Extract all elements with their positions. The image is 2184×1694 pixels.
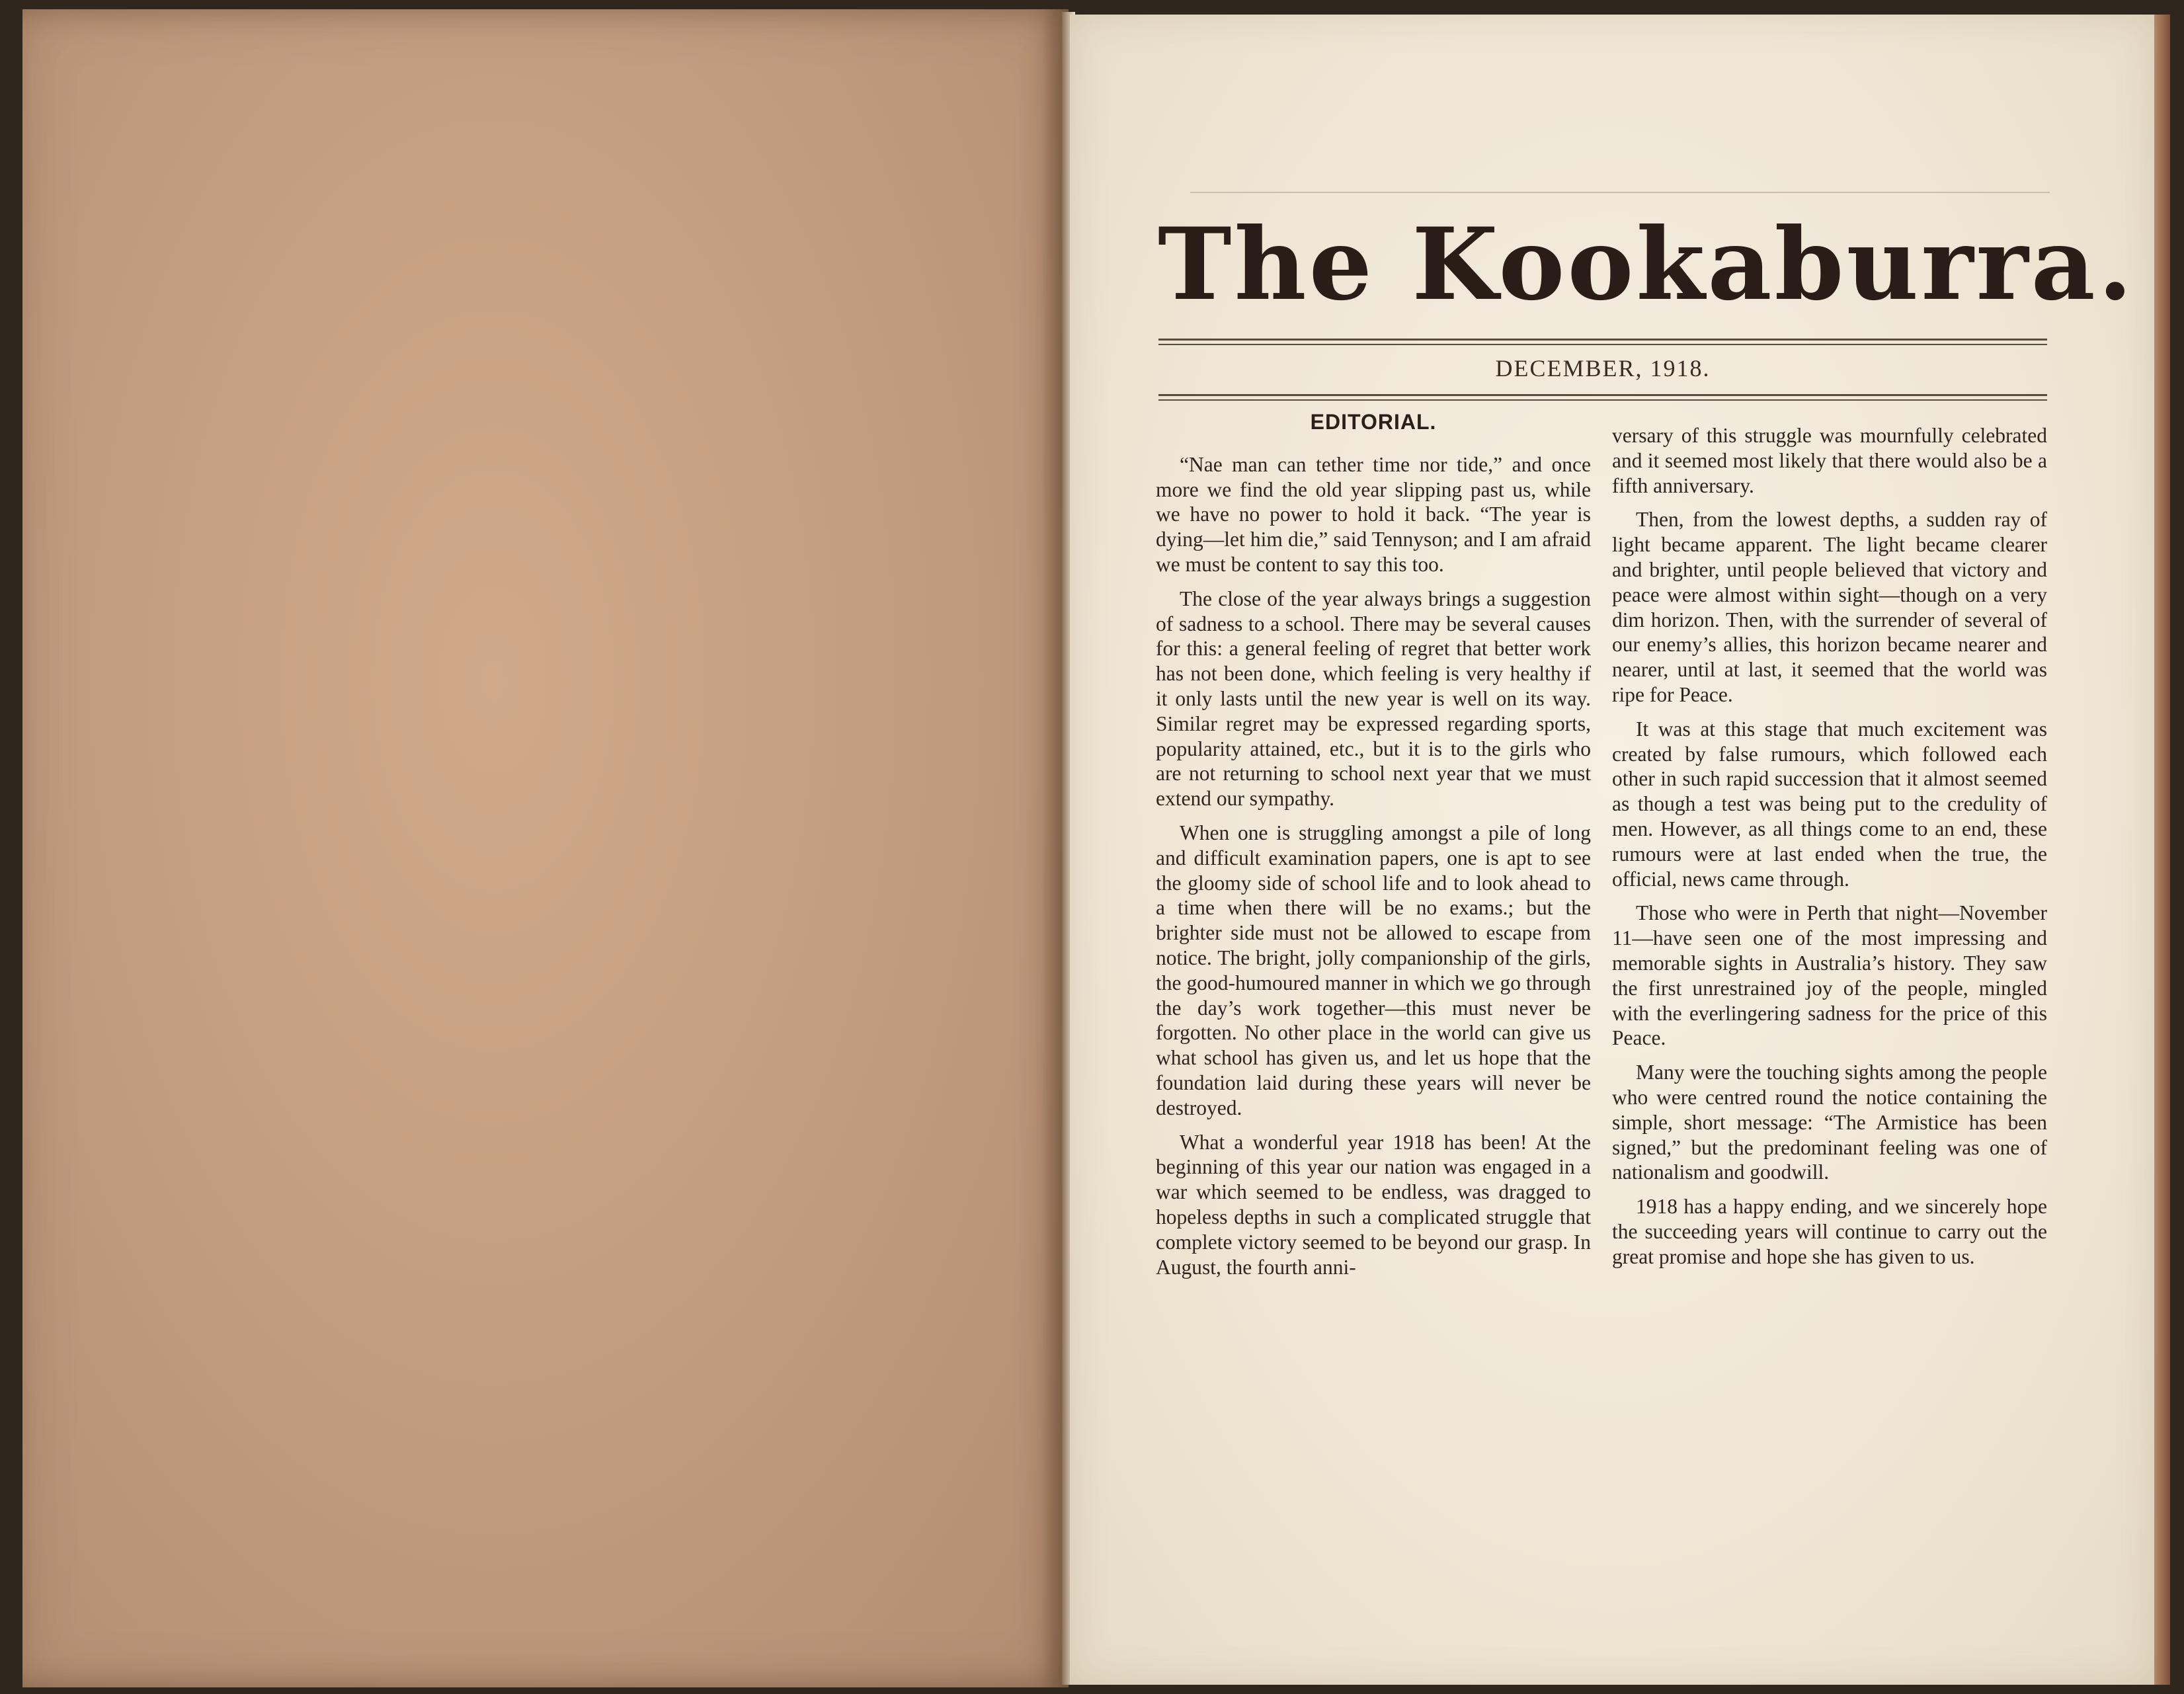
paragraph: Many were the touching sights among the people who were centred round the notice containing the simple, short message: “The Armistice has been signed,” but the predominant feeling was one of nationalism and goodwill. xyxy=(1612,1061,2047,1184)
paragraph: When one is struggling amongst a pile of long and difficult examination papers, one is apt to see the gloomy side of school life and to look ahead to a time when there will be no exams.; but the brighter side must not be allowed to escape from notice. The bright, jolly companionship of the girls, the good-humoured manner in which we go through the day’s work together—this must never be forgotten. No other place in the world can give us what school has given us, and let us hope that the foundation laid during these years will never be destroyed. xyxy=(1156,821,1591,1119)
paragraph: What a wonderful year 1918 has been! At the beginning of this year our nation was engaged in a war which seemed to be endless, was dragged to hopeless depths in such a complicated struggle that complete victory seemed to be beyond our grasp. In August, the fourth anni- xyxy=(1156,1130,1591,1279)
editorial-column-right xyxy=(1612,423,2047,1279)
paragraph: “Nae man can tether time nor tide,” and once more we find the old year slipping past us, while we have no power to hold it back. “The year is dying—let him die,” said Tennyson; and I am afraid we must be content to say this too. xyxy=(1156,452,1591,576)
paragraph: It was at this stage that much excitement was created by false rumours, which followed each other in such rapid succession that it almost seemed as though a test was being put to the credulity of men. However, as all things come to an end, these rumours were at last ended when the true, the official, news came through. xyxy=(1612,717,2047,891)
paragraph: Then, from the lowest depths, a sudden ray of light became apparent. The light became clearer and brighter, until people believed that victory and peace were almost within sight—though on a very dim horizon. Then, with the surrender of several of our enemy’s allies, this horizon became nearer and nearer, until at last, it seemed that the world was ripe for Peace. xyxy=(1612,508,2047,706)
paragraph: 1918 has a happy ending, and we sincerely hope the succeeding years will continue to carry out the great promise and hope she has given to us. xyxy=(1612,1195,2047,1268)
paragraph: The close of the year always brings a suggestion of sadness to a school. There may be several causes for this: a general feeling of regret that better work has not been done, which feeling is very healthy if it only lasts until the new year is well on its way. Similar regret may be expressed regarding sports, popularity attained, etc., but it is to the girls who are not returning to school next year that we must extend our sympathy. xyxy=(1156,586,1591,811)
issue-date: DECEMBER, 1918. xyxy=(1495,355,1711,382)
editorial-heading: EDITORIAL. xyxy=(1310,410,1437,434)
editorial-column-left xyxy=(1156,410,1591,1289)
paragraph: Those who were in Perth that night—November 11—have seen one of the most impressing and memorable sights in Australia’s history. They saw the first unrestrained joy of the people, mingled with the everlingering sadness for the price of this Peace. xyxy=(1612,901,2047,1050)
date-rule xyxy=(1158,394,2047,401)
paragraph: versary of this struggle was mournfully celebrated and it seemed most likely that there would also be a fifth anniversary. xyxy=(1612,424,2047,497)
masthead-title: The Kookaburra. xyxy=(1157,206,2136,323)
blank-inside-cover xyxy=(22,9,1069,1687)
page-edge xyxy=(2154,15,2170,1685)
top-faint-rule xyxy=(1190,192,2050,193)
masthead-rule xyxy=(1158,339,2047,345)
